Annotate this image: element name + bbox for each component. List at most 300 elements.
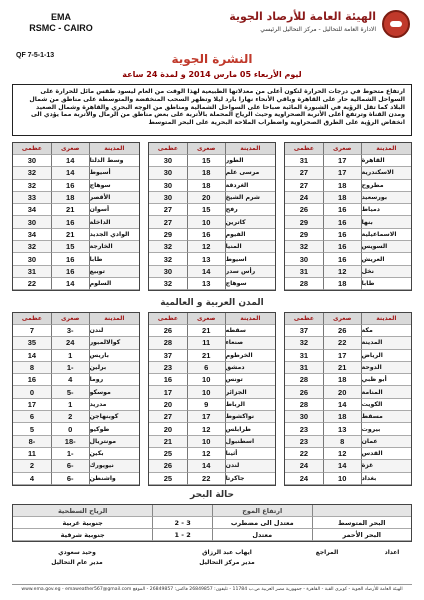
table-row — [13, 350, 139, 362]
sea-section-title: حالة البحر — [189, 490, 235, 500]
min-temp: 16 — [187, 229, 225, 241]
regional-cities-table — [148, 312, 276, 486]
city-name: دمشق — [225, 362, 275, 374]
city-name: مسقط — [361, 411, 411, 423]
surface-wind: جنوبية غربية — [13, 517, 152, 529]
max-temp: 30 — [13, 155, 51, 167]
max-temp: 14 — [13, 350, 51, 362]
min-temp: 16 — [323, 253, 361, 265]
city-name: الخرطوم — [225, 350, 275, 362]
city-name: مدريد — [89, 399, 139, 411]
max-temp: 21 — [149, 436, 187, 448]
reviewer-title: مدير مركز التحاليل — [199, 559, 255, 566]
max-temp: 20 — [149, 423, 187, 435]
min-temp: 16 — [323, 216, 361, 228]
table-row — [285, 350, 411, 362]
table-row — [285, 241, 411, 253]
city-name: الاسماعيلية — [361, 229, 411, 241]
min-temp: 18 — [323, 192, 361, 204]
max-temp: 33 — [13, 192, 51, 204]
max-temp: 32 — [13, 167, 51, 179]
reviewer-name: ايهاب عبد الرزاق — [202, 549, 252, 556]
min-temp: 14 — [51, 278, 89, 290]
table-row — [13, 167, 139, 179]
table-row — [285, 266, 411, 278]
min-temp: 22 — [187, 473, 225, 485]
sea-header-wave: ارتفاع الموج — [212, 505, 312, 517]
min-temp: 10 — [187, 374, 225, 386]
table-row — [285, 374, 411, 386]
max-temp: 27 — [149, 204, 187, 216]
max-temp: 32 — [13, 180, 51, 192]
department-name: الادارة العامة للتحاليل - مركز التحاليل الرئيسي — [260, 26, 376, 33]
table-row — [149, 460, 275, 472]
max-temp: 25 — [149, 473, 187, 485]
table-row — [13, 204, 139, 216]
max-temp: 27 — [285, 180, 323, 192]
city-name: كوبنهاجن — [89, 411, 139, 423]
city-name: صنعاء — [225, 337, 275, 349]
city-name: جاكرتا — [225, 473, 275, 485]
city-name: مونتريال — [89, 436, 139, 448]
max-temp: 23 — [285, 423, 323, 435]
city-name: روما — [89, 374, 139, 386]
max-temp: 8 — [13, 362, 51, 374]
min-temp: 16 — [51, 253, 89, 265]
min-temp: 13 — [187, 278, 225, 290]
city-name: مرسى علم — [225, 167, 275, 179]
max-temp: -8 — [13, 436, 51, 448]
min-temp: 2 — [51, 411, 89, 423]
city-name: كاترين — [225, 216, 275, 228]
sea-header-blank — [152, 505, 212, 517]
table-row — [13, 216, 139, 228]
table-row — [13, 362, 139, 374]
sea-name: البحر المتوسط — [312, 517, 412, 529]
min-temp: 17 — [323, 350, 361, 362]
min-temp: 14 — [187, 460, 225, 472]
min-temp-header: صغرى — [323, 313, 361, 325]
reviewer-label: المراجع — [315, 549, 339, 556]
min-temp: 16 — [323, 204, 361, 216]
max-temp: 32 — [285, 241, 323, 253]
city-name: طابا — [361, 278, 411, 290]
min-temp: 20 — [323, 386, 361, 398]
table-row — [149, 399, 275, 411]
max-temp: 30 — [13, 253, 51, 265]
max-temp: 30 — [285, 411, 323, 423]
city-name: لندن — [225, 460, 275, 472]
city-name: نيويورك — [89, 460, 139, 472]
max-temp: 31 — [285, 155, 323, 167]
egypt-cities-table-2 — [148, 142, 276, 291]
min-temp: 20 — [187, 192, 225, 204]
table-row — [285, 325, 411, 337]
table-row — [149, 266, 275, 278]
max-temp: 27 — [285, 167, 323, 179]
max-temp: 34 — [13, 229, 51, 241]
min-temp: -6 — [51, 460, 89, 472]
max-temp: 32 — [149, 278, 187, 290]
city-name: مطروح — [361, 180, 411, 192]
min-temp: 14 — [51, 155, 89, 167]
table-row — [149, 436, 275, 448]
city-name: السلوم — [89, 278, 139, 290]
city-name: رفح — [225, 204, 275, 216]
table-row — [13, 241, 139, 253]
min-temp-header: صغرى — [51, 143, 89, 155]
forecast-description: ارتفاع متحوط في درجات الحرارة لتكون أعلى من معدلاتها الطبيعية لهذا الوقت من العام ليسود طقس مائل للحرارة على السواحل الشمالية حار على القاهرة وباقي الأنحاء نهارا بارد ليلا وتظهر السحب المنخفضة والمتوسطة على مناطق من شمال البلاد كما تقل الرؤية في الشبورة المائية صباحا على السواحل الشمالية ومناطق من الوجه البحري والقاهرة وشمال الصعيد ومدن القناة وترتفع أعلى الأتربة الصحراوية وحيث الرياح المحملة بالأتربة على بعض مناطق من الرمال والأتربة مما يؤدي الى انخفاض الرؤية على الطرق الصحراوية واضطراب الملاحة البحرية على البحر المتوسط — [12, 84, 412, 136]
table-row — [285, 180, 411, 192]
min-temp: 17 — [323, 167, 361, 179]
min-temp-header: صغرى — [187, 143, 225, 155]
max-temp-header: عظمى — [13, 143, 51, 155]
min-temp: 16 — [51, 266, 89, 278]
table-row — [285, 204, 411, 216]
max-temp: 31 — [13, 266, 51, 278]
min-temp: 11 — [187, 337, 225, 349]
table-row — [285, 362, 411, 374]
table-row — [149, 155, 275, 167]
table-row — [13, 229, 139, 241]
max-temp: 32 — [285, 337, 323, 349]
min-temp: 14 — [187, 266, 225, 278]
max-temp-header: عظمى — [13, 313, 51, 325]
city-header: المدينة — [225, 313, 275, 325]
table-header-row — [285, 313, 411, 325]
min-temp-header: صغرى — [323, 143, 361, 155]
max-temp: 31 — [285, 362, 323, 374]
max-temp: 30 — [149, 192, 187, 204]
org-center-name: RSMC - CAIRO — [29, 23, 93, 33]
max-temp: 2 — [13, 460, 51, 472]
table-row — [149, 167, 275, 179]
table-row — [13, 386, 139, 398]
table-header-row — [149, 143, 275, 155]
table-row — [149, 229, 275, 241]
egypt-cities-table-1 — [284, 142, 412, 291]
min-temp: 6 — [187, 362, 225, 374]
min-temp: 1 — [51, 350, 89, 362]
wave-height: 3 - 2 — [152, 517, 212, 529]
table-row — [285, 411, 411, 423]
min-temp: -6 — [51, 473, 89, 485]
city-name: الرياض — [361, 350, 411, 362]
min-temp: 16 — [323, 229, 361, 241]
min-temp: 12 — [323, 266, 361, 278]
document-code: QF 7-5-1-13 — [16, 52, 55, 59]
max-temp: 0 — [13, 386, 51, 398]
max-temp: 28 — [285, 278, 323, 290]
city-name: أبو ظبي — [361, 374, 411, 386]
max-temp: 17 — [149, 386, 187, 398]
max-temp: 30 — [149, 167, 187, 179]
table-row — [13, 423, 139, 435]
table-row — [285, 386, 411, 398]
min-temp: 21 — [51, 204, 89, 216]
city-name: بيروت — [361, 423, 411, 435]
max-temp: 28 — [285, 374, 323, 386]
table-row — [149, 350, 275, 362]
table-row — [149, 337, 275, 349]
sea-header-sea — [312, 505, 412, 517]
city-name: مكة — [361, 325, 411, 337]
arab-cities-table — [284, 312, 412, 486]
min-temp: 8 — [323, 436, 361, 448]
table-row — [285, 167, 411, 179]
max-temp: 24 — [285, 473, 323, 485]
max-temp: 24 — [285, 192, 323, 204]
table-row — [285, 278, 411, 290]
min-temp: 21 — [51, 229, 89, 241]
city-header: المدينة — [361, 143, 411, 155]
table-row — [149, 253, 275, 265]
max-temp: 24 — [285, 460, 323, 472]
min-temp: 18 — [323, 278, 361, 290]
min-temp: 10 — [323, 473, 361, 485]
city-name: العريش — [361, 253, 411, 265]
city-name: طابا — [89, 253, 139, 265]
city-name: سوهاج — [225, 278, 275, 290]
min-temp: 21 — [187, 325, 225, 337]
min-temp: 18 — [323, 180, 361, 192]
min-temp: 16 — [323, 241, 361, 253]
table-row — [13, 411, 139, 423]
ema-logo — [382, 10, 410, 38]
city-name: سوهاج — [89, 180, 139, 192]
city-name: عمان — [361, 436, 411, 448]
max-temp: 26 — [285, 204, 323, 216]
max-temp: 23 — [149, 362, 187, 374]
table-row — [149, 180, 275, 192]
city-name: الداخلة — [89, 216, 139, 228]
max-temp: 30 — [285, 253, 323, 265]
city-name: الكويت — [361, 399, 411, 411]
min-temp: -1 — [51, 362, 89, 374]
table-row — [13, 278, 139, 290]
min-temp: 1 — [51, 399, 89, 411]
sea-name: البحر الأحمر — [312, 529, 412, 541]
table-row — [13, 180, 139, 192]
city-name: كوالالمبور — [89, 337, 139, 349]
city-name: الدوحة — [361, 362, 411, 374]
max-temp: 26 — [285, 386, 323, 398]
min-temp-header: صغرى — [187, 313, 225, 325]
sea-table-header — [13, 505, 411, 517]
max-temp: 30 — [149, 266, 187, 278]
sea-header-wind: الرياح السطحية — [13, 505, 152, 517]
city-name: القاهرة — [361, 155, 411, 167]
min-temp: 18 — [323, 374, 361, 386]
min-temp: 12 — [187, 241, 225, 253]
city-name: أسيوط — [89, 167, 139, 179]
min-temp: 16 — [51, 216, 89, 228]
table-row — [149, 241, 275, 253]
bulletin-date: ليوم الأربعاء 05 مارس 2014 و لمدة 24 ساعة — [122, 70, 302, 79]
table-row — [285, 423, 411, 435]
table-row — [149, 192, 275, 204]
max-temp: 26 — [149, 460, 187, 472]
city-name: توبيع — [89, 266, 139, 278]
max-temp: 30 — [149, 155, 187, 167]
max-temp: 29 — [285, 216, 323, 228]
min-temp: -3 — [51, 325, 89, 337]
table-row — [285, 473, 411, 485]
max-temp: 31 — [285, 266, 323, 278]
city-name: اسيوط — [225, 253, 275, 265]
min-temp: 12 — [187, 423, 225, 435]
table-row — [149, 473, 275, 485]
city-name: الرباط — [225, 399, 275, 411]
table-row — [149, 423, 275, 435]
min-temp: 17 — [323, 155, 361, 167]
city-name: بغداد — [361, 473, 411, 485]
world-section-title: المدن العربية و العالمية — [160, 298, 264, 308]
max-temp: 28 — [149, 337, 187, 349]
max-temp: 30 — [13, 216, 51, 228]
table-header-row — [149, 313, 275, 325]
manager-name: وحيد سعودي — [58, 549, 96, 556]
city-name: أسوان — [89, 204, 139, 216]
max-temp: 32 — [13, 241, 51, 253]
table-row — [13, 399, 139, 411]
min-temp: 10 — [187, 436, 225, 448]
max-temp: 23 — [285, 436, 323, 448]
min-temp: 14 — [51, 167, 89, 179]
city-name: المدينة — [361, 337, 411, 349]
table-row — [13, 448, 139, 460]
table-row — [149, 386, 275, 398]
min-temp: 18 — [323, 411, 361, 423]
max-temp: 32 — [149, 241, 187, 253]
max-temp: 27 — [149, 411, 187, 423]
max-temp: 37 — [149, 350, 187, 362]
table-row — [285, 448, 411, 460]
table-row — [285, 460, 411, 472]
table-row — [285, 229, 411, 241]
min-temp: 18 — [51, 192, 89, 204]
org-english-block — [16, 12, 106, 34]
sea-row — [13, 517, 411, 529]
max-temp: 6 — [13, 411, 51, 423]
org-arabic-block — [206, 10, 376, 33]
min-temp: 15 — [187, 204, 225, 216]
city-header: المدينة — [361, 313, 411, 325]
city-name: طرابلس — [225, 423, 275, 435]
table-header-row — [285, 143, 411, 155]
city-name: دمياط — [361, 204, 411, 216]
max-temp: 34 — [13, 204, 51, 216]
table-row — [13, 192, 139, 204]
table-row — [149, 278, 275, 290]
table-row — [13, 337, 139, 349]
min-temp: -5 — [51, 386, 89, 398]
city-name: رأس سدر — [225, 266, 275, 278]
min-temp: 24 — [51, 337, 89, 349]
city-name: بورسعيد — [361, 192, 411, 204]
max-temp: 27 — [149, 216, 187, 228]
table-row — [149, 204, 275, 216]
city-name: أثينا — [225, 448, 275, 460]
city-name: الطور — [225, 155, 275, 167]
min-temp: 18 — [187, 180, 225, 192]
manager-block — [22, 548, 132, 568]
min-temp: 10 — [187, 216, 225, 228]
sea-state: معتدل الى مضطرب — [212, 517, 312, 529]
city-name: برلين — [89, 362, 139, 374]
table-row — [285, 337, 411, 349]
city-name: الأقصر — [89, 192, 139, 204]
max-temp: 28 — [285, 399, 323, 411]
city-header: المدينة — [89, 313, 139, 325]
city-name: سقطه — [225, 325, 275, 337]
table-row — [149, 411, 275, 423]
min-temp: 9 — [187, 399, 225, 411]
min-temp: -18 — [51, 436, 89, 448]
max-temp: 30 — [149, 180, 187, 192]
min-temp: 15 — [51, 241, 89, 253]
max-temp: 11 — [13, 448, 51, 460]
sea-state-table — [12, 504, 412, 542]
surface-wind: جنوبية شرقية — [13, 529, 152, 541]
min-temp-header: صغرى — [51, 313, 89, 325]
max-temp: 16 — [13, 374, 51, 386]
table-row — [149, 362, 275, 374]
min-temp: 10 — [187, 386, 225, 398]
city-name: الاسكندرية — [361, 167, 411, 179]
table-row — [285, 253, 411, 265]
table-row — [13, 253, 139, 265]
city-name: الجزائر — [225, 386, 275, 398]
min-temp: 0 — [51, 423, 89, 435]
org-arabic-name: الهيئة العامة للأرصاد الجوية — [229, 10, 376, 23]
table-row — [13, 436, 139, 448]
max-temp: 17 — [13, 399, 51, 411]
max-temp: 29 — [149, 229, 187, 241]
table-header-row — [13, 143, 139, 155]
city-name: الوادي الجديد — [89, 229, 139, 241]
table-row — [13, 473, 139, 485]
table-row — [285, 436, 411, 448]
table-row — [13, 325, 139, 337]
table-row — [285, 399, 411, 411]
city-name: السويس — [361, 241, 411, 253]
min-temp: 13 — [323, 423, 361, 435]
max-temp: 37 — [285, 325, 323, 337]
world-cities-table — [12, 312, 140, 486]
min-temp: 16 — [51, 180, 89, 192]
min-temp: 22 — [323, 337, 361, 349]
org-acronym: EMA — [51, 12, 71, 22]
max-temp: 29 — [285, 229, 323, 241]
min-temp: 18 — [187, 167, 225, 179]
min-temp: 15 — [187, 155, 225, 167]
max-temp: 16 — [149, 374, 187, 386]
egypt-cities-table-3 — [12, 142, 140, 291]
table-row — [149, 325, 275, 337]
city-name: نخل — [361, 266, 411, 278]
min-temp: 13 — [187, 253, 225, 265]
table-row — [13, 374, 139, 386]
city-header: المدينة — [225, 143, 275, 155]
max-temp: 25 — [149, 448, 187, 460]
table-row — [13, 460, 139, 472]
city-name: وسط الدلتا — [89, 155, 139, 167]
min-temp: 21 — [187, 350, 225, 362]
manager-title: مدير عام التحاليل — [51, 559, 103, 566]
city-name: بنها — [361, 216, 411, 228]
city-name: شرم الشيخ — [225, 192, 275, 204]
